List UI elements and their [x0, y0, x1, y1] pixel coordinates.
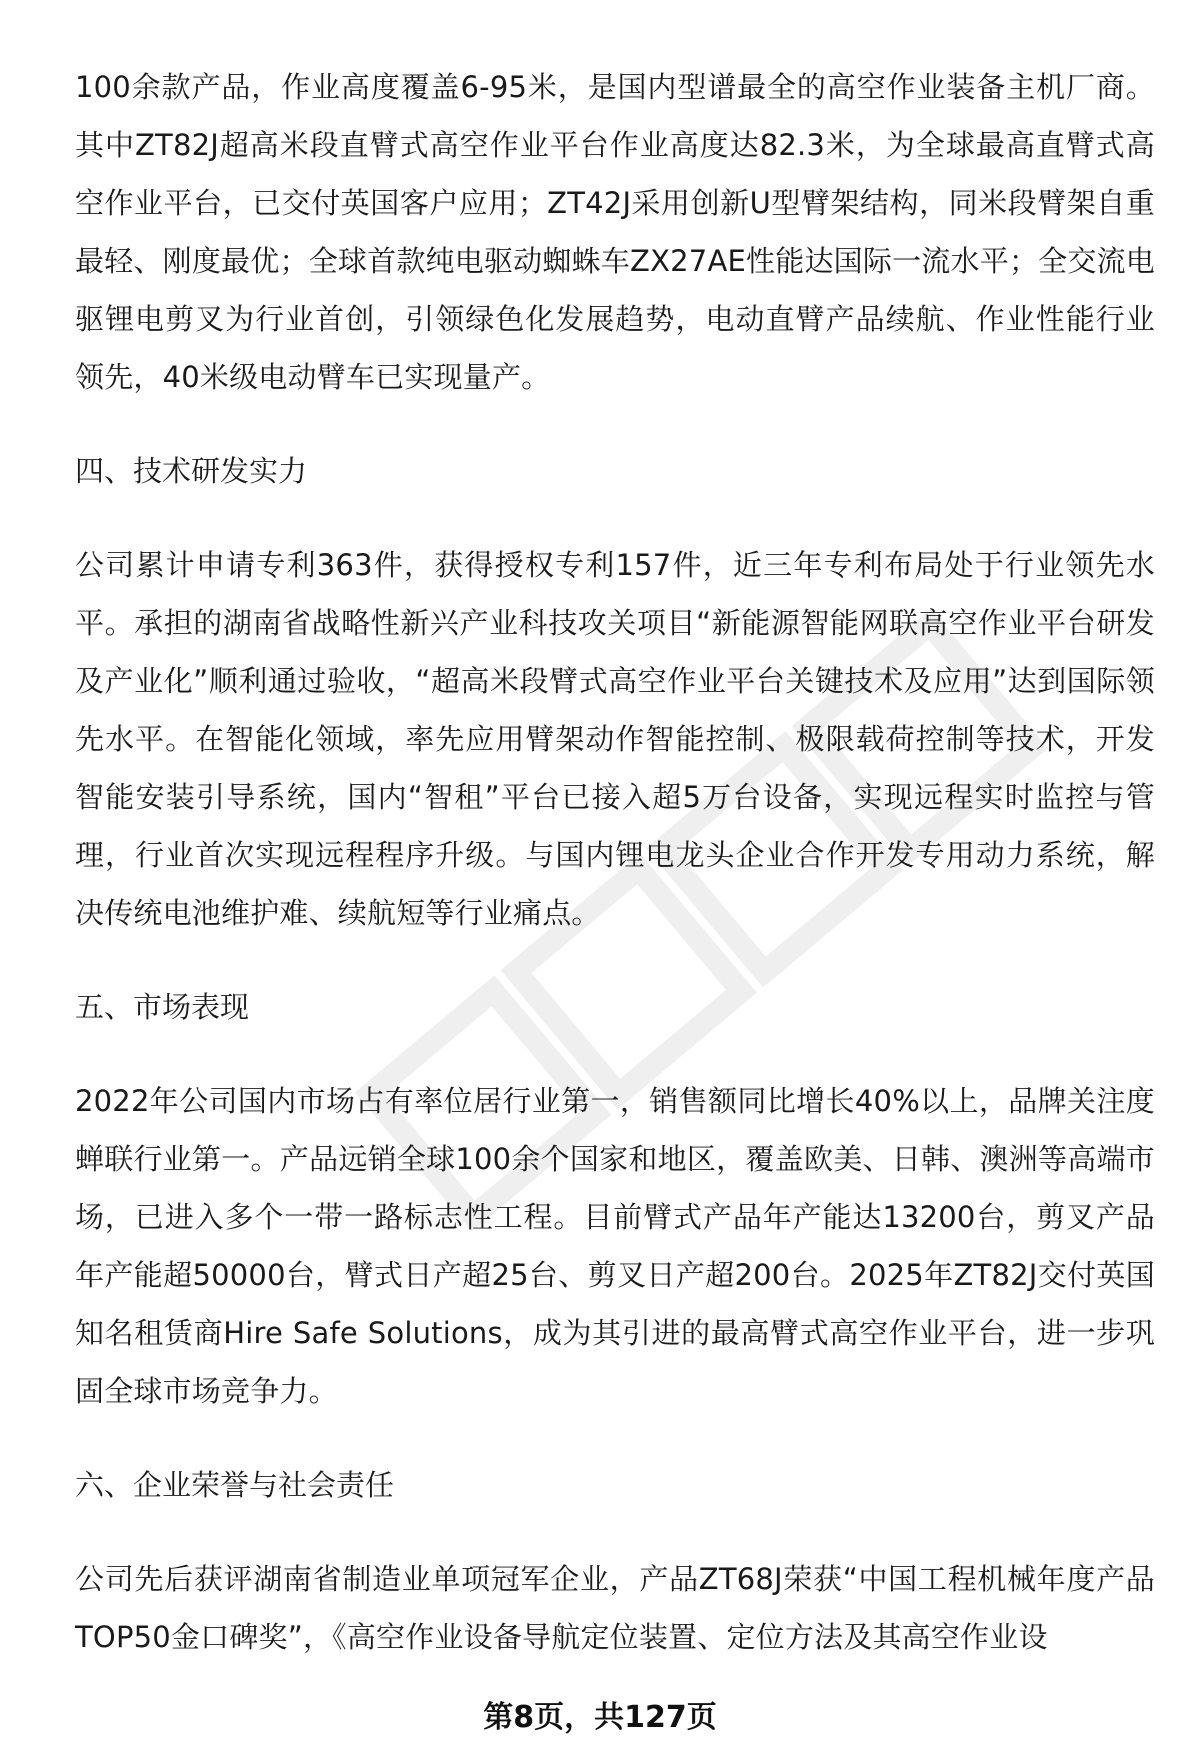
- document-body: [75, 58, 1155, 1666]
- paragraph-rd: 公司累计申请专利363件，获得授权专利157件，近三年专利布局处于行业领先水平。承担的湖南省战略性新兴产业科技攻关项目“新能源智能网联高空作业平台研发及产业化”顺利通过验收，“超高米段臂式高空作业平台关键技术及应用”达到国际领先水平。在智能化领域，率先应用臂架动作智能控制、极限载荷控制等技术，开发智能安装引导系统，国内“智租”平台已接入超5万台设备，实现远程实时监控与管理，行业首次实现远程程序升级。与国内锂电龙头企业合作开发专用动力系统，解决传统电池维护难、续航短等行业痛点。: [75, 548, 1155, 930]
- section-heading-market: 五、市场表现: [75, 990, 250, 1024]
- section-heading-honors: 六、企业荣誉与社会责任: [75, 1468, 395, 1502]
- page-number-footer: 第8页，共127页: [483, 1700, 717, 1735]
- paragraph-market: 2022年公司国内市场占有率位居行业第一，销售额同比增长40%以上，品牌关注度蝉联行业第一。产品远销全球100余个国家和地区，覆盖欧美、日韩、澳洲等高端市场，已进入多个一带一路标志性工程。目前臂式产品年产能达13200台，剪叉产品年产能超50000台，臂式日产超25台、剪叉日产超200台。2025年ZT82J交付英国知名租赁商Hire Safe Solutions，成为其引进的最高臂式高空作业平台，进一步巩固全球市场竞争力。: [75, 1084, 1155, 1408]
- paragraph-product-range: 100余款产品，作业高度覆盖6-95米，是国内型谱最全的高空作业装备主机厂商。其中ZT82J超高米段直臂式高空作业平台作业高度达82.3米，为全球最高直臂式高空作业平台，已交付英国客户应用；ZT42J采用创新U型臂架结构，同米段臂架自重最轻、刚度最优；全球首款纯电驱动蜘蛛车ZX27AE性能达国际一流水平；全交流电驱锂电剪叉为行业首创，引领绿色化发展趋势，电动直臂产品续航、作业性能行业领先，40米级电动臂车已实现量产。: [75, 70, 1155, 394]
- section-heading-rd: 四、技术研发实力: [75, 454, 308, 488]
- paragraph-honors: 公司先后获评湖南省制造业单项冠军企业，产品ZT68J荣获“中国工程机械年度产品TOP50金口碑奖”，《高空作业设备导航定位装置、定位方法及其高空作业设: [75, 1562, 1155, 1654]
